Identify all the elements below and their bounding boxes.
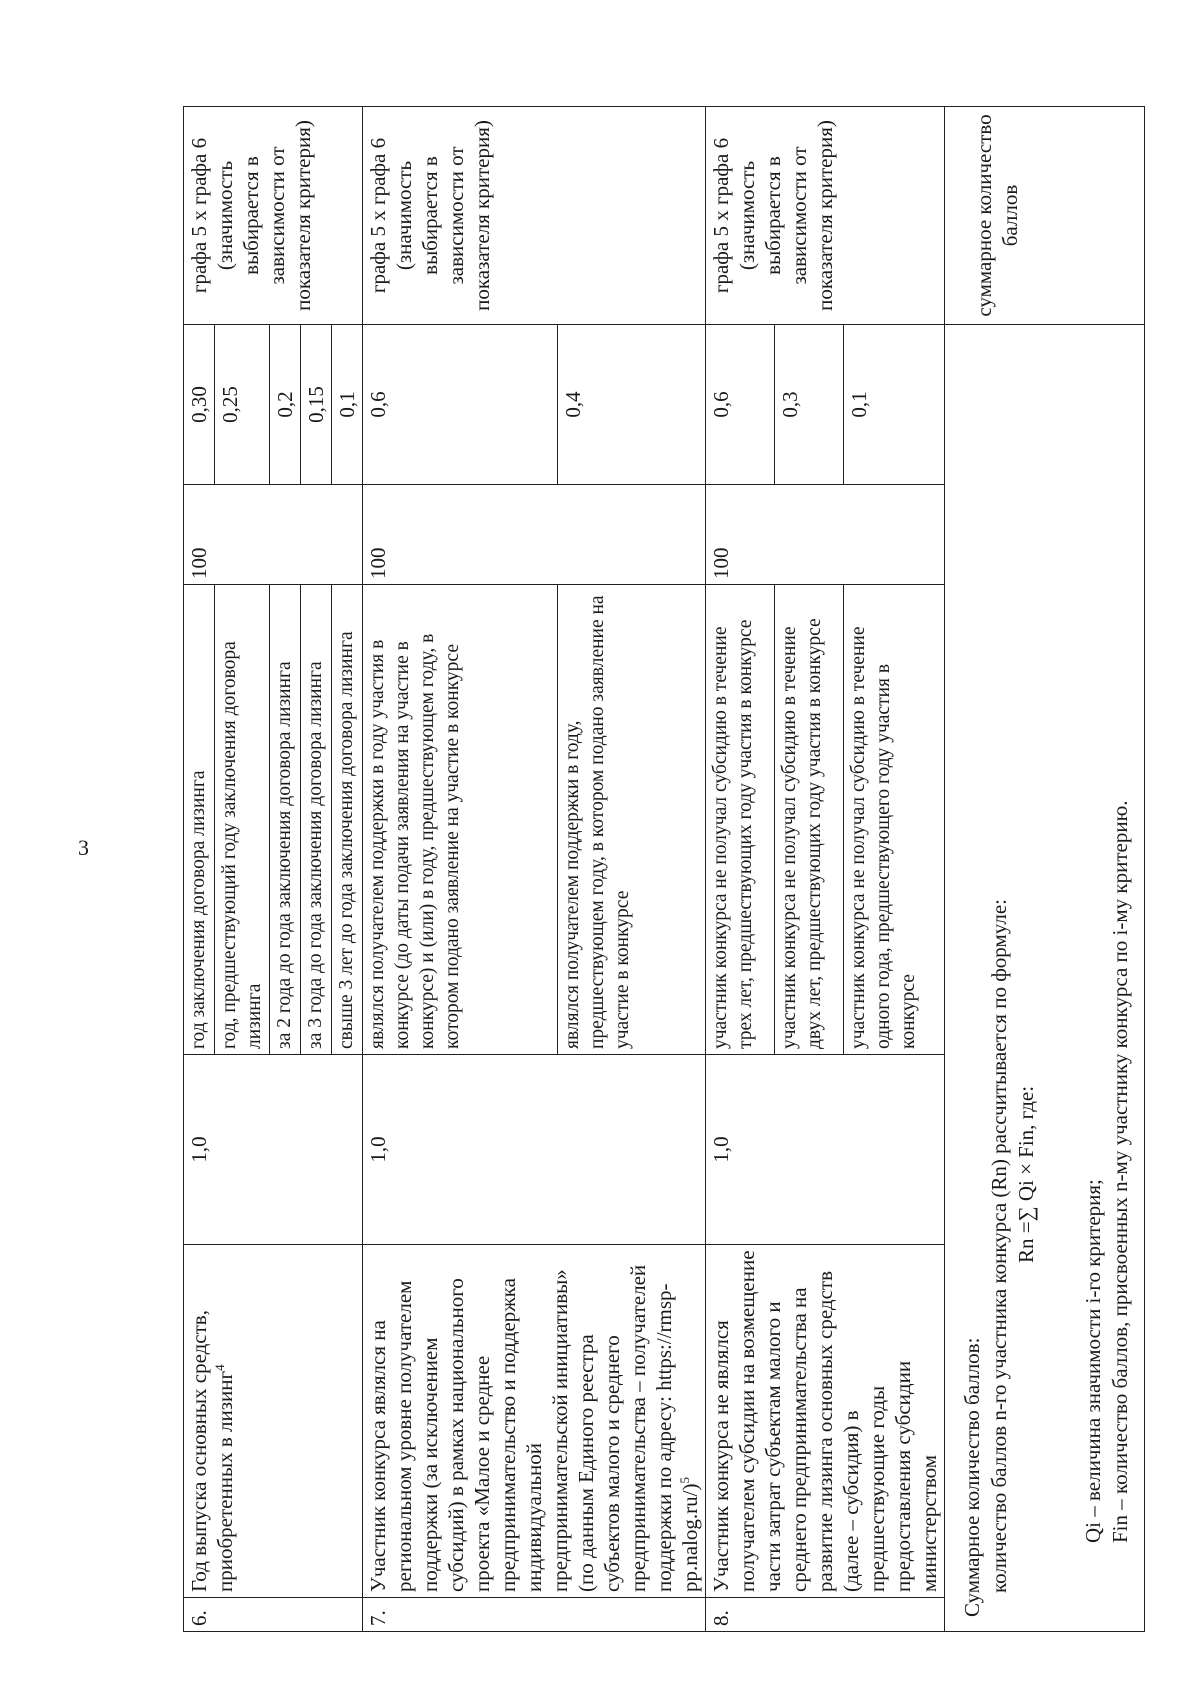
summary-row [945,107,1145,1632]
result-formula: графа 5 х графа 6 (значимость выбирается в зависимости от показателя критерия) [184,107,363,325]
max-score: 100 [363,485,706,585]
summary-cell [945,325,1145,1632]
table-row [706,107,775,1632]
indicator-text: за 2 года до года заключения договора лизинга [270,585,301,1055]
summary-formula: Rn =∑ Qi × Fin, где: [1014,1085,1038,1263]
max-score: 100 [706,485,945,585]
indicator-text: являлся получателем поддержки в году, предшествующем году, в котором подано заявление на участие в конкурсе [557,585,705,1055]
footnote-ref: 4 [212,1364,227,1371]
page-number: 3 [78,835,89,860]
indicator-text: год заключения договора лизинга [184,585,215,1055]
indicator-value: 0,6 [363,325,558,485]
row-number: 7. [363,1598,706,1632]
indicator-value: 0,3 [775,325,844,485]
indicator-text: за 3 года до года заключения договора лизинга [301,585,332,1055]
indicator-value: 0,2 [270,325,301,485]
criterion-weight: 1,0 [184,1055,363,1245]
summary-heading: Суммарное количество баллов: [960,1337,984,1617]
criteria-table [183,106,1145,1632]
indicator-value: 0,30 [184,325,215,485]
criterion-text: Участник конкурса не являлся получателем субсидии на возмещение части затрат субъектам малого и среднего предпринимательства на развитие лизинга основных средств (далее – субсидия) в предшествующие годы предоставления субсидии министерством [706,1245,945,1598]
criterion-weight: 1,0 [363,1055,706,1245]
criterion-text: Год выпуска основных средств, приобретенных в лизинг$^4$ [184,1245,363,1598]
max-score: 100 [184,485,363,585]
result-formula: графа 5 х графа 6 (значимость выбирается в зависимости от показателя критерия) [363,107,706,325]
footnote-ref: 5 [677,1477,692,1484]
indicator-value: 0,4 [557,325,705,485]
rotated-content [183,107,1132,1632]
table-row [363,107,558,1632]
indicator-value: 0,1 [332,325,363,485]
row-number: 8. [706,1598,945,1632]
criterion-weight: 1,0 [706,1055,945,1245]
indicator-text: свыше 3 лет до года заключения договора лизинга [332,585,363,1055]
indicator-value: 0,6 [706,325,775,485]
indicator-text: год, предшествующий году заключения договора лизинга [215,585,270,1055]
note-qi: Qi – величина значимости i-го критерия; [1081,1179,1105,1543]
indicator-text: участник конкурса не получал субсидию в течение одного года, предшествующего году участия в конкурсе [844,585,945,1055]
summary-line: количество баллов n-го участника конкурса (Rn) рассчитывается по формуле: [987,899,1011,1593]
table-row [184,107,215,1632]
indicator-text: являлся получателем поддержки в году участия в конкурсе (до даты подачи заявления на участие в конкурсе) и (или) в году, предшествующем году, в котором подано заявление на участие в конкурсе [363,585,558,1055]
criterion-text: Участник конкурса являлся на региональном уровне получателем поддержки (за исключением субсидий) в рамках национального проекта «Малое и среднее предпринимательство и поддержка индивидуальной предпринимательской инициативы» (по данным Единого реестра субъектов малого и среднего предпринимательства – получателей поддержки по адресу: https://rmsp-pp.nalog.ru/)$^5$ [363,1245,706,1598]
row-number: 6. [184,1598,363,1632]
indicator-value: 0,1 [844,325,945,485]
note-fin: Fin – количество баллов, присвоенных n-му участнику конкурса по i-му критерию. [1108,800,1132,1543]
indicator-value: 0,25 [215,325,270,485]
indicator-value: 0,15 [301,325,332,485]
summary-result: суммарное количество баллов [945,107,1145,325]
result-formula: графа 5 х графа 6 (значимость выбирается в зависимости от показателя критерия) [706,107,945,325]
indicator-text: участник конкурса не получал субсидию в течение трех лет, предшествующих году участия в конкурсе [706,585,775,1055]
indicator-text: участник конкурса не получал субсидию в течение двух лет, предшествующих году участия в конкурсе [775,585,844,1055]
